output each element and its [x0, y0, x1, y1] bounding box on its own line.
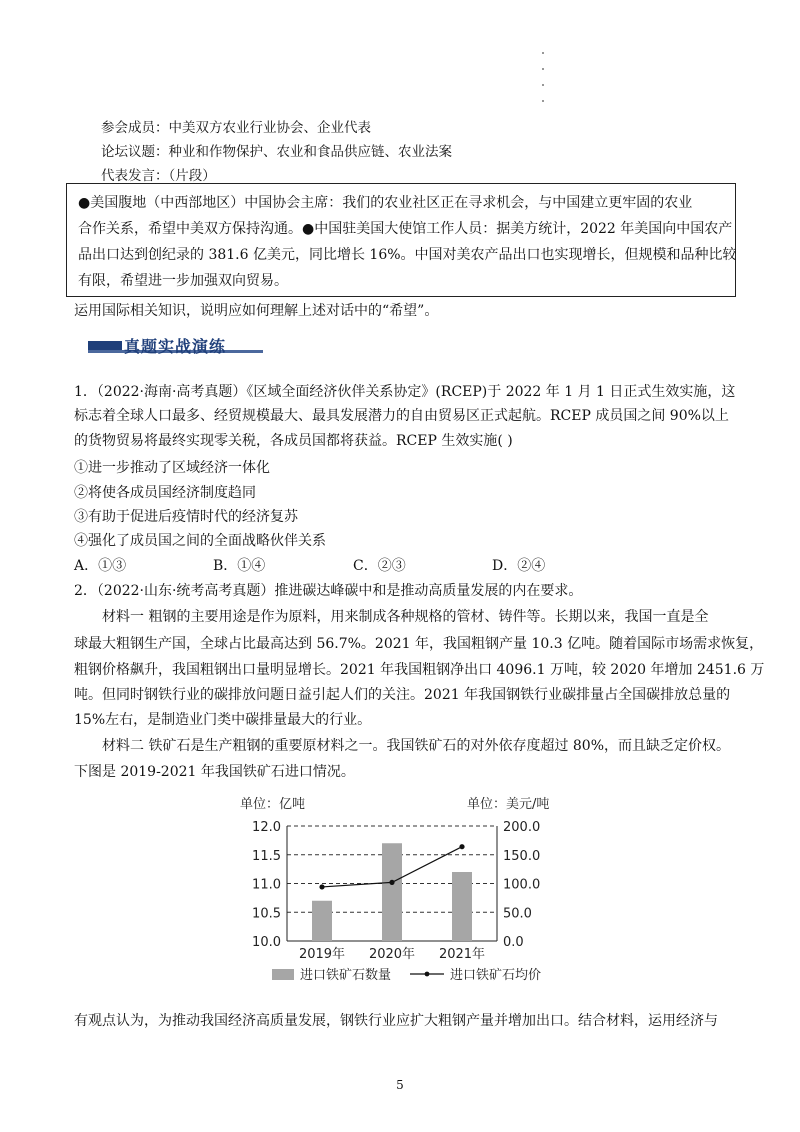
x-tick-label: 2019年: [298, 947, 346, 962]
material1-line: 15%左右，是制造业门类中碳排量最大的行业。: [74, 712, 372, 728]
x-tick-label: 2020年: [368, 947, 416, 962]
page-number: 5: [396, 1078, 404, 1092]
q1-line: 1．（2022·海南·高考真题）《区域全面经济伙伴关系协定》(RCEP)于 2022 年 1 月 1 日正式生效实施，这: [74, 384, 736, 400]
bar-2: [382, 843, 402, 941]
right-axis-unit: 单位：美元/吨: [467, 797, 550, 812]
quote-line: ●美国腹地（中西部地区）中国协会主席：我们的农业社区正在寻求机会，与中国建立更牢固的农业: [78, 195, 693, 211]
quote-line: 品出口达到创纪录的 381.6 亿美元，同比增长 16%。中国对美农产品出口也实现增长，但规模和品种比较: [78, 247, 737, 263]
left-axis-unit: 单位：亿吨: [240, 797, 306, 812]
bar-3: [452, 872, 472, 941]
q1-item: ④强化了成员国之间的全面战略伙伴关系: [74, 533, 326, 549]
left-tick-label: 11.5: [252, 848, 281, 864]
material1-line: 球最大粗钢生产国，全球占比最高达到 56.7%。2021 年，我国粗钢产量 10.3 亿吨。随着国际市场需求恢复，: [74, 636, 764, 652]
q1-option-a: A．①③: [74, 558, 127, 574]
right-tick-label: 100.0: [503, 877, 541, 893]
right-tick-label: 150.0: [503, 848, 541, 864]
material1-line: 吨。但同时钢铁行业的碳排放问题日益引起人们的关注。2021 年我国钢铁行业碳排量占全国碳排放总量的: [74, 687, 731, 703]
q2-head: 2．（2022·山东·统考高考真题）推进碳达峰碳中和是推动高质量发展的内在要求。: [74, 583, 583, 599]
right-tick-label: 50.0: [503, 906, 532, 922]
quote-line: 合作关系，希望中美双方保持沟通。●中国驻美国大使馆工作人员：据美方统计，2022 年美国向中国农产: [78, 221, 733, 237]
legend-line-label: 进口铁矿石均价: [450, 968, 542, 983]
q1-option-c: C．②③: [353, 558, 406, 574]
q1-line: 的货物贸易将最终实现零关税，各成员国都将获益。RCEP 生效实施( ): [74, 433, 513, 449]
participants-line: 参会成员：中美双方农业行业协会、企业代表: [101, 120, 371, 136]
price-point-2: [389, 880, 394, 885]
x-tick-label: 2021年: [438, 947, 486, 962]
topics-line: 论坛议题：种业和作物保护、农业和食品供应链、农业法案: [101, 144, 452, 160]
left-tick-label: 11.0: [252, 877, 281, 893]
price-point-3: [459, 844, 464, 849]
left-tick-label: 12.0: [252, 820, 281, 835]
legend-bar-label: 进口铁矿石数量: [300, 968, 392, 983]
q1-line: 标志着全球人口最多、经贸规模最大、最具发展潜力的自由贸易区正式起航。RCEP 成员国之间 90%以上: [74, 408, 729, 424]
price-point-1: [319, 884, 324, 889]
speech-line: 代表发言：（片段）: [101, 168, 216, 184]
right-tick-label: 0.0: [503, 935, 524, 950]
q1-item: ①进一步推动了区域经济一体化: [74, 460, 270, 476]
question-prompt: 运用国际相关知识，说明应如何理解上述对话中的“希望”。: [74, 303, 439, 319]
material2-line: 材料二 铁矿石是生产粗钢的重要原材料之一。我国铁矿石的对外依存度超过 80%，而且缺乏定价权。: [102, 738, 731, 754]
section-title: 真题实战演练: [124, 337, 227, 356]
quote-line: 有限，希望进一步加强双向贸易。: [78, 273, 288, 289]
material1-line: 粗钢价格飙升，我国粗钢出口量明显增长。2021 年我国粗钢净出口 4096.1 万吨，较 2020 年增加 2451.6 万: [74, 662, 765, 678]
left-tick-label: 10.5: [252, 906, 281, 922]
q2-tail: 有观点认为，为推动我国经济高质量发展，钢铁行业应扩大粗钢产量并增加出口。结合材料，运用经济与: [74, 1013, 718, 1029]
chart-root: [240, 797, 549, 983]
q1-option-d: D．②④: [492, 558, 546, 574]
q1-item: ②将使各成员国经济制度趋同: [74, 485, 256, 501]
q1-item: ③有助于促进后疫情时代的经济复苏: [74, 509, 298, 525]
legend-bar-swatch: [272, 969, 294, 980]
q1-option-b: B．①④: [213, 558, 266, 574]
legend-line-marker: [425, 972, 430, 977]
material1-line: 材料一 粗钢的主要用途是作为原料，用来制成各种规格的管材、铸件等。长期以来，我国一直是全: [102, 609, 709, 625]
left-tick-label: 10.0: [252, 935, 281, 950]
material2-line: 下图是 2019-2021 年我国铁矿石进口情况。: [74, 764, 355, 780]
right-tick-label: 200.0: [503, 820, 541, 835]
bar-1: [312, 901, 332, 941]
